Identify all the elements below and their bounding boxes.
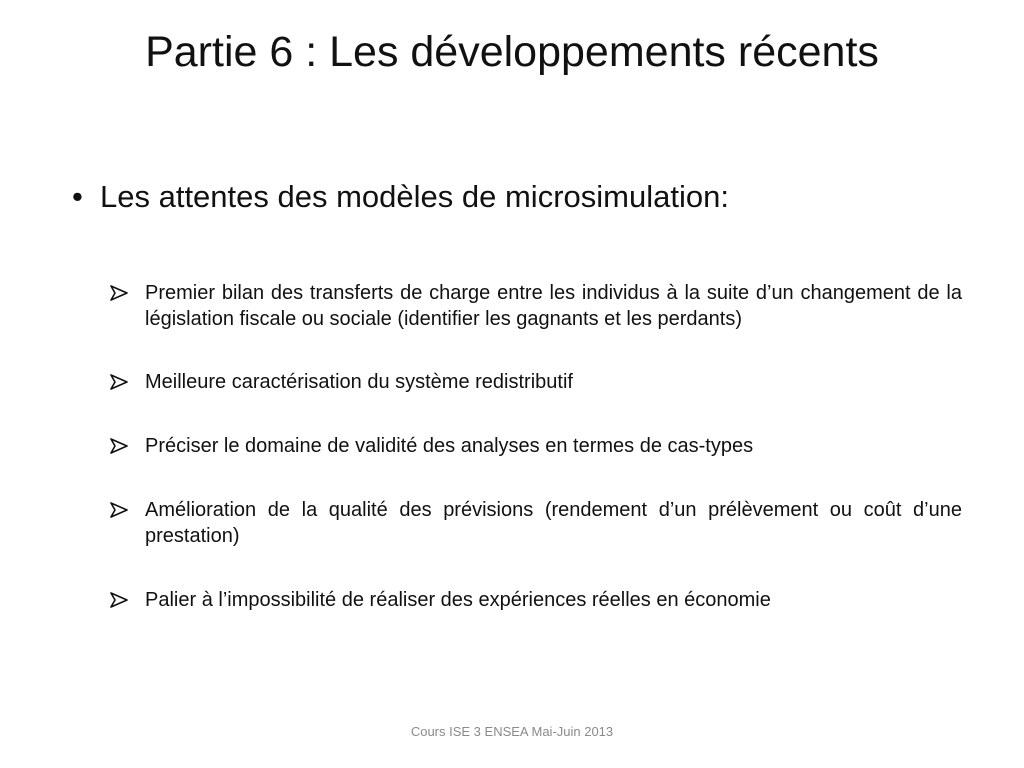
sub-bullet-text: Meilleure caractérisation du système redistributif <box>145 371 573 393</box>
main-bullet <box>60 178 980 215</box>
slide-footer: Cours ISE 3 ENSEA Mai-Juin 2013 <box>410 724 614 739</box>
sub-bullet-text: Amélioration de la qualité des prévisions (rendement d’un prélèvement ou coût d’une prestation) <box>145 499 962 547</box>
sub-bullet-item <box>110 280 962 332</box>
main-bullet-text: Les attentes des modèles de microsimulation: <box>100 179 729 214</box>
slide-title: Partie 6 : Les développements récents <box>145 28 879 76</box>
arrow-bullet-icon <box>110 433 145 459</box>
sub-bullet-item <box>110 587 962 613</box>
arrow-bullet-icon <box>110 280 145 306</box>
sub-bullet-item <box>110 433 962 459</box>
bullet-dot-icon: • <box>72 179 83 214</box>
sub-bullet-text: Préciser le domaine de validité des analyses en termes de cas-types <box>145 435 754 457</box>
arrow-bullet-icon <box>110 369 145 395</box>
sub-bullet-list <box>110 280 962 613</box>
sub-bullet-item <box>110 497 962 549</box>
arrow-bullet-icon <box>110 587 145 613</box>
sub-bullet-text: Palier à l’impossibilité de réaliser des expériences réelles en économie <box>145 589 771 611</box>
arrow-bullet-icon <box>110 497 145 523</box>
sub-bullet-text: Premier bilan des transferts de charge entre les individus à la suite d’un changement de la législation fiscale ou sociale (identifier les gagnants et les perdants) <box>145 282 962 330</box>
sub-bullet-item <box>110 369 962 395</box>
